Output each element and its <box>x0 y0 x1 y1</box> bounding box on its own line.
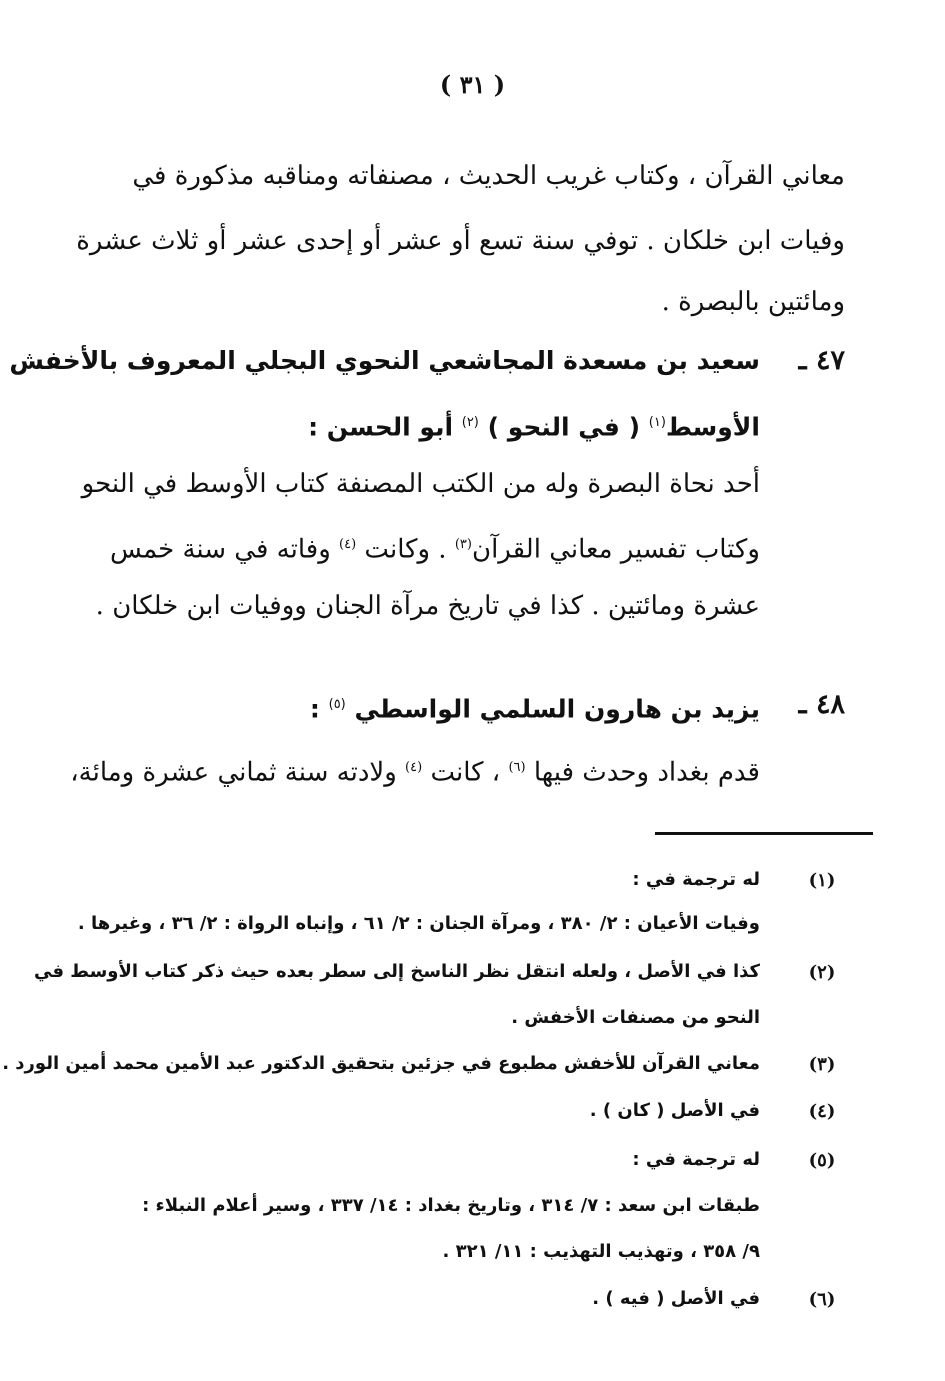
footnote-2-line-2: النحو من مصنفات الأخفش . <box>511 1007 760 1028</box>
entry-47-body-line-3: عشرة ومائتين . كذا في تاريخ مرآة الجنان ووفيات ابن خلكان . <box>95 591 760 621</box>
intro-line-3: ومائتين بالبصرة . <box>661 287 845 317</box>
footnote-6-number: (٦) <box>808 1289 836 1310</box>
heading-text: : <box>309 694 329 724</box>
footnote-1-line-2: وفيات الأعيان : ٢/ ٣٨٠ ، ومرآة الجنان : ٢/ ٦١ ، وإنباه الرواة : ٢/ ٣٦ ، وغيرها . <box>77 913 760 934</box>
footnote-ref-3: (٣) <box>454 537 472 552</box>
footnote-5-line-1: له ترجمة في : <box>632 1149 760 1170</box>
footnote-ref-6: (٦) <box>508 760 526 775</box>
entry-47-heading-line-2 <box>308 404 760 446</box>
footnote-ref-4: (٤) <box>405 760 423 775</box>
footnote-5-line-3: ٩/ ٣٥٨ ، وتهذيب التهذيب : ١١/ ٣٢١ . <box>442 1241 760 1262</box>
heading-text: يزيد بن هارون السلمي الواسطي <box>345 694 760 724</box>
heading-text: الأوسط <box>665 412 760 442</box>
entry-48-heading <box>310 686 760 728</box>
footnote-6-line-1: في الأصل ( فيه ) . <box>592 1288 760 1309</box>
footnote-divider <box>655 832 873 835</box>
footnote-ref-4: (٤) <box>339 537 357 552</box>
body-text: وفاته في سنة خمس <box>109 534 340 565</box>
entry-47-number: ٤٧ ـ <box>798 345 845 376</box>
intro-line-1: معاني القرآن ، وكتاب غريب الحديث ، مصنفاته ومناقبه مذكورة في <box>132 161 845 191</box>
entry-47-body-line-1: أحد نحاة البصرة وله من الكتب المصنفة كتاب الأوسط في النحو <box>81 469 760 499</box>
footnote-3-line-1: معاني القرآن للأخفش مطبوع في جزئين بتحقيق الدكتور عبد الأمين محمد أمين الورد . <box>2 1053 760 1074</box>
page-number: ( ٣١ ) <box>439 70 506 99</box>
footnote-4-number: (٤) <box>808 1101 836 1122</box>
footnote-3-number: (٣) <box>808 1054 836 1075</box>
footnote-ref-2: (٢) <box>461 415 479 430</box>
footnote-2-line-1: كذا في الأصل ، ولعله انتقل نظر الناسخ إلى سطر بعده حيث ذكر كتاب الأوسط في <box>34 961 760 982</box>
footnote-1-number: (١) <box>808 870 836 891</box>
footnote-5-number: (٥) <box>808 1150 836 1171</box>
footnote-1-line-1: له ترجمة في : <box>632 869 760 890</box>
body-text: قدم بغداد وحدث فيها <box>525 757 760 788</box>
intro-line-2: وفيات ابن خلكان . توفي سنة تسع أو عشر أو إحدى عشر أو ثلاث عشرة <box>76 226 845 256</box>
footnote-4-line-1: في الأصل ( كان ) . <box>589 1100 760 1121</box>
body-text: ولادته سنة ثماني عشرة ومائة، <box>70 757 406 788</box>
entry-47-body-line-2 <box>110 527 760 568</box>
entry-48-body <box>70 750 760 791</box>
footnote-5-line-2: طبقات ابن سعد : ٧/ ٣١٤ ، وتاريخ بغداد : ١٤/ ٣٣٧ ، وسير أعلام النبلاء : <box>142 1195 760 1216</box>
body-text: ، كانت <box>422 757 509 788</box>
heading-text: ( في النحو ) <box>478 412 649 442</box>
footnote-2-number: (٢) <box>808 962 836 983</box>
footnote-ref-5: (٥) <box>328 697 346 712</box>
heading-text: أبو الحسن : <box>308 412 462 442</box>
body-text: وكتاب تفسير معاني القرآن <box>471 534 760 565</box>
body-text: . وكانت <box>356 534 455 565</box>
entry-47-heading-line-1: سعيد بن مسعدة المجاشعي النحوي البجلي المعروف بالأخفش <box>9 346 760 375</box>
entry-48-number: ٤٨ ـ <box>798 689 845 720</box>
footnote-ref-1: (١) <box>648 415 666 430</box>
